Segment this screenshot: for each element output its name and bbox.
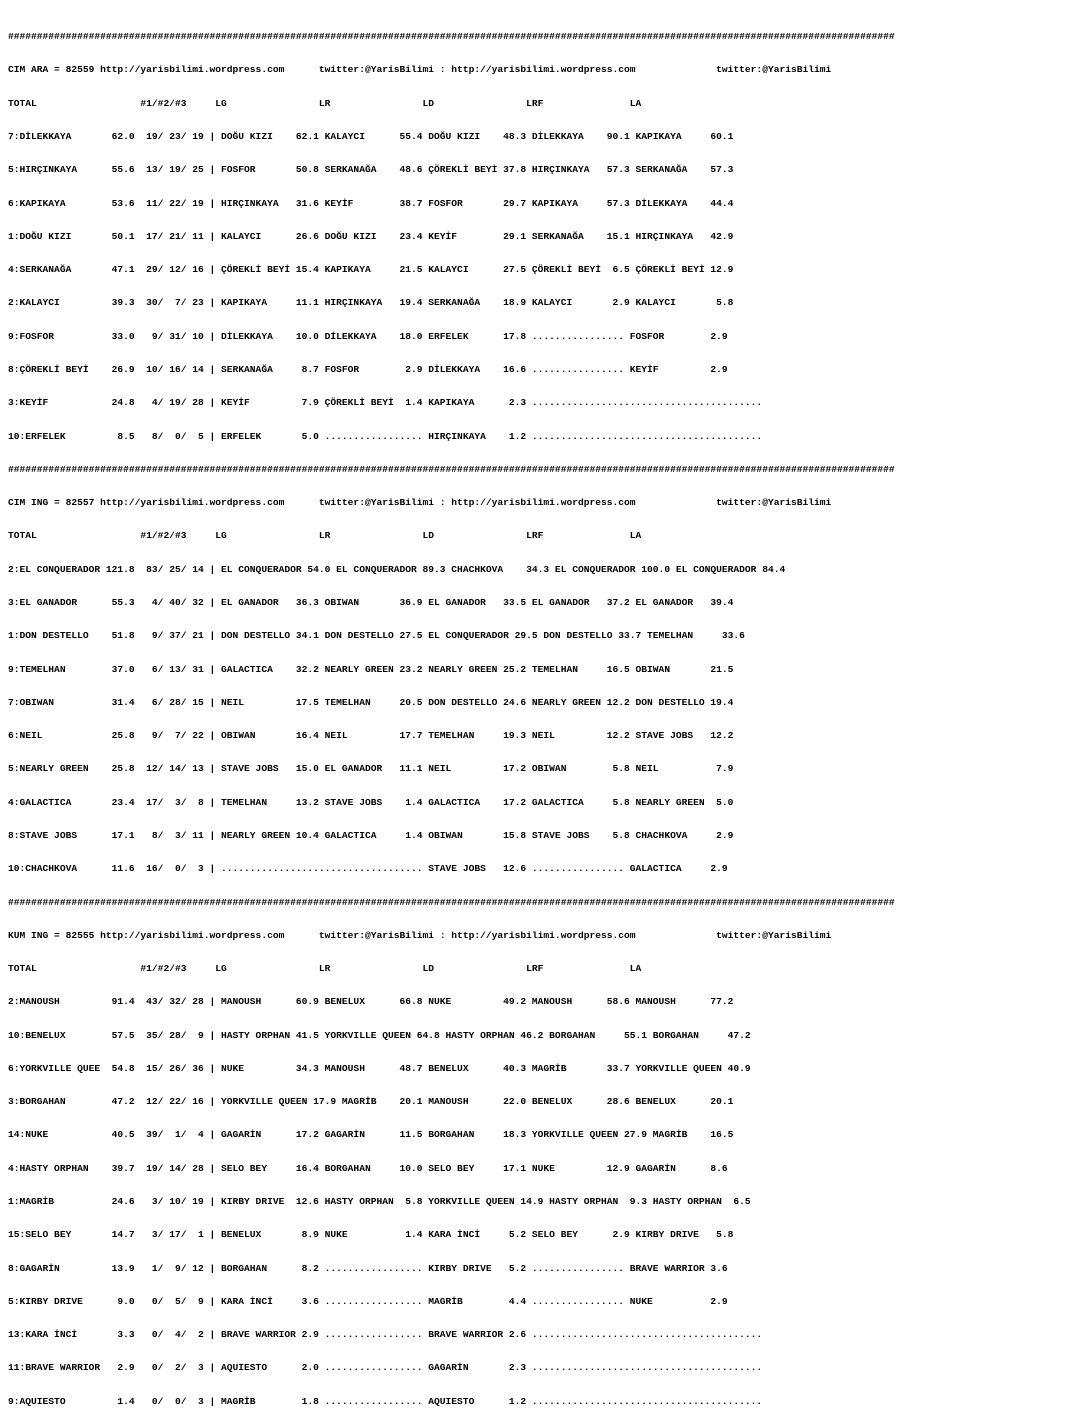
table-row: 7:DİLEKKAYA 62.0 19/ 23/ 19 | DOĞU KIZI 62.1 KALAYCI 55.4 DOĞU KIZI 48.3 DİLEKKAYA 90.1 KAPIKAYA 60.1	[8, 131, 734, 143]
table-row: 4:HASTY ORPHAN 39.7 19/ 14/ 28 | SELO BEY 16.4 BORGAHAN 10.0 SELO BEY 17.1 NUKE 12.9 GAGARİN 8.6	[8, 1162, 728, 1174]
table-row: 6:YORKVILLE QUEE 54.8 15/ 26/ 36 | NUKE 34.3 MANOUSH 48.7 BENELUX 40.3 MAGRİB 33.7 YORKVILLE QUEEN 40.9	[8, 1062, 751, 1074]
table-row: 5:HIRÇINKAYA 55.6 13/ 19/ 25 | FOSFOR 50.8 SERKANAĞA 48.6 ÇÖREKLİ BEYİ 37.8 HIRÇINKAYA 57.3 SERKANAĞA 57.3	[8, 164, 734, 176]
table-row: 2:KALAYCI 39.3 30/ 7/ 23 | KAPIKAYA 11.1 HIRÇINKAYA 19.4 SERKANAĞA 18.9 KALAYCI 2.9 KALAYCI 5.8	[8, 297, 734, 309]
table-row: 8:ÇÖREKLİ BEYİ 26.9 10/ 16/ 14 | SERKANAĞA 8.7 FOSFOR 2.9 DİLEKKAYA 16.6 ................ KEYİF 2.9	[8, 364, 728, 375]
section-header-cim-ara: CIM ARA = 82559 http://yarisbilimi.wordpress.com twitter:@YarisBilimi : http://yarisbilimi.wordpress.com twitter:@YarisBilimi	[8, 64, 832, 76]
table-row: 5:KIRBY DRIVE 9.0 0/ 5/ 9 | KARA İNCİ 3.6 ................. MAGRİB 4.4 ................ NUKE 2.9	[8, 1295, 728, 1307]
race-report	[8, 9, 895, 1418]
table-row: 14:NUKE 40.5 39/ 1/ 4 | GAGARİN 17.2 GAGARİN 11.5 BORGAHAN 18.3 YORKVILLE QUEEN 27.9 MAGRİB 16.5	[8, 1129, 734, 1141]
table-row: 9:FOSFOR 33.0 9/ 31/ 10 | DİLEKKAYA 10.0 DİLEKKAYA 18.0 ERFELEK 17.8 ................ FOSFOR 2.9	[8, 330, 728, 342]
table-row: 1:DON DESTELLO 51.8 9/ 37/ 21 | DON DESTELLO 34.1 DON DESTELLO 27.5 EL CONQUERADOR 29.5 DON DESTELLO 33.7 TEMELHAN 33.6	[8, 630, 745, 642]
table-row: 4:SERKANAĞA 47.1 29/ 12/ 16 | ÇÖREKLİ BEYİ 15.4 KAPIKAYA 21.5 KALAYCI 27.5 ÇÖREKLİ BEYİ 6.5 ÇÖREKLİ BEYİ 12.9	[8, 264, 734, 276]
table-row: 6:NEIL 25.8 9/ 7/ 22 | OBIWAN 16.4 NEIL 17.7 TEMELHAN 19.3 NEIL 12.2 STAVE JOBS 12.2	[8, 730, 734, 742]
table-row: 1:DOĞU KIZI 50.1 17/ 21/ 11 | KALAYCI 26.6 DOĞU KIZI 23.4 KEYİF 29.1 SERKANAĞA 15.1 HIRÇINKAYA 42.9	[8, 230, 734, 242]
column-header-row: TOTAL #1/#2/#3 LG LR LD LRF LA	[8, 97, 642, 109]
table-row: 10:BENELUX 57.5 35/ 28/ 9 | HASTY ORPHAN 41.5 YORKVILLE QUEEN 64.8 HASTY ORPHAN 46.2 BORGAHAN 55.1 BORGAHAN 47.2	[8, 1029, 751, 1041]
table-row: 1:MAGRİB 24.6 3/ 10/ 19 | KIRBY DRIVE 12.6 HASTY ORPHAN 5.8 YORKVILLE QUEEN 14.9 HASTY ORPHAN 9.3 HASTY ORPHAN 6.5	[8, 1196, 751, 1208]
table-row: 13:KARA İNCİ 3.3 0/ 4/ 2 | BRAVE WARRIOR 2.9 ................. BRAVE WARRIOR 2.6 ........................................	[8, 1329, 763, 1341]
table-row: 3:BORGAHAN 47.2 12/ 22/ 16 | YORKVILLE QUEEN 17.9 MAGRİB 20.1 MANOUSH 22.0 BENELUX 28.6 BENELUX 20.1	[8, 1096, 734, 1108]
table-row: 7:OBIWAN 31.4 6/ 28/ 15 | NEIL 17.5 TEMELHAN 20.5 DON DESTELLO 24.6 NEARLY GREEN 12.2 DON DESTELLO 19.4	[8, 696, 734, 708]
separator-line: ##########################################################################################################################################################	[8, 463, 895, 475]
separator-line: ##########################################################################################################################################################	[8, 896, 895, 908]
table-row: 9:AQUIESTO 1.4 0/ 0/ 3 | MAGRİB 1.8 ................. AQUIESTO 1.2 ........................................	[8, 1395, 763, 1407]
table-row: 8:STAVE JOBS 17.1 8/ 3/ 11 | NEARLY GREEN 10.4 GALACTICA 1.4 OBIWAN 15.8 STAVE JOBS 5.8 CHACHKOVA 2.9	[8, 829, 734, 841]
section-header-kum-ing: KUM ING = 82555 http://yarisbilimi.wordpress.com twitter:@YarisBilimi : http://yarisbilimi.wordpress.com twitter:@YarisBilimi	[8, 929, 832, 941]
table-row: 2:EL CONQUERADOR 121.8 83/ 25/ 14 | EL CONQUERADOR 54.0 EL CONQUERADOR 89.3 CHACHKOVA 34.3 EL CONQUERADOR 100.0 EL CONQUERADOR 84.4	[8, 563, 786, 575]
table-row: 10:ERFELEK 8.5 8/ 0/ 5 | ERFELEK 5.0 ................. HIRÇINKAYA 1.2 ........................................	[8, 430, 763, 442]
table-row: 10:CHACHKOVA 11.6 16/ 0/ 3 | ................................... STAVE JOBS 12.6 ................ GALACTICA 2.9	[8, 863, 728, 875]
table-row: 2:MANOUSH 91.4 43/ 32/ 28 | MANOUSH 60.9 BENELUX 66.8 NUKE 49.2 MANOUSH 58.6 MANOUSH 77.2	[8, 996, 734, 1008]
column-header-row: TOTAL #1/#2/#3 LG LR LD LRF LA	[8, 530, 642, 542]
table-row: 11:BRAVE WARRIOR 2.9 0/ 2/ 3 | AQUIESTO 2.0 ................. GAGARİN 2.3 ........................................	[8, 1362, 763, 1374]
table-row: 3:KEYİF 24.8 4/ 19/ 28 | KEYİF 7.9 ÇÖREKLİ BEYİ 1.4 KAPIKAYA 2.3 ........................................	[8, 397, 763, 409]
table-row: 8:GAGARİN 13.9 1/ 9/ 12 | BORGAHAN 8.2 ................. KIRBY DRIVE 5.2 ................ BRAVE WARRIOR 3.6	[8, 1262, 728, 1274]
table-row: 3:EL GANADOR 55.3 4/ 40/ 32 | EL GANADOR 36.3 OBIWAN 36.9 EL GANADOR 33.5 EL GANADOR 37.2 EL GANADOR 39.4	[8, 596, 734, 608]
table-row: 15:SELO BEY 14.7 3/ 17/ 1 | BENELUX 8.9 NUKE 1.4 KARA İNCİ 5.2 SELO BEY 2.9 KIRBY DRIVE 5.8	[8, 1229, 734, 1241]
separator-line: ##########################################################################################################################################################	[8, 31, 895, 43]
table-row: 4:GALACTICA 23.4 17/ 3/ 8 | TEMELHAN 13.2 STAVE JOBS 1.4 GALACTICA 17.2 GALACTICA 5.8 NEARLY GREEN 5.0	[8, 796, 734, 808]
section-header-cim-ing: CIM ING = 82557 http://yarisbilimi.wordpress.com twitter:@YarisBilimi : http://yarisbilimi.wordpress.com twitter:@YarisBilimi	[8, 497, 832, 509]
table-row: 9:TEMELHAN 37.0 6/ 13/ 31 | GALACTICA 32.2 NEARLY GREEN 23.2 NEARLY GREEN 25.2 TEMELHAN 16.5 OBIWAN 21.5	[8, 663, 734, 675]
table-row: 5:NEARLY GREEN 25.8 12/ 14/ 13 | STAVE JOBS 15.0 EL GANADOR 11.1 NEIL 17.2 OBIWAN 5.8 NEIL 7.9	[8, 763, 734, 775]
table-row: 6:KAPIKAYA 53.6 11/ 22/ 19 | HIRÇINKAYA 31.6 KEYİF 38.7 FOSFOR 29.7 KAPIKAYA 57.3 DİLEKKAYA 44.4	[8, 197, 734, 209]
column-header-row: TOTAL #1/#2/#3 LG LR LD LRF LA	[8, 963, 642, 975]
